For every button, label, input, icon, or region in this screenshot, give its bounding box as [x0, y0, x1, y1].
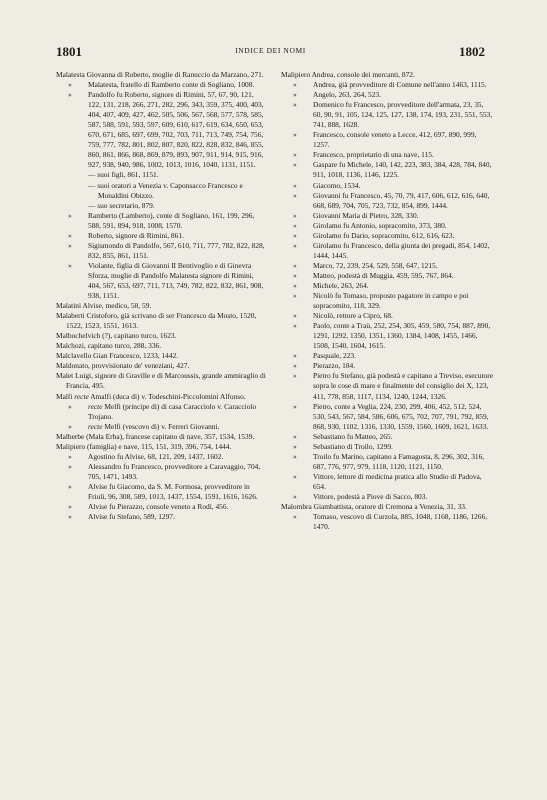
page-number-left: 1801 — [56, 44, 82, 59]
ditto-mark: » — [293, 321, 297, 331]
entry-text: Malchozi, capitano turco, 288, 336. — [56, 341, 162, 351]
index-entry — [281, 241, 493, 261]
ditto-mark: » — [293, 441, 297, 451]
ditto-mark: » — [293, 190, 297, 200]
index-entry — [281, 80, 493, 90]
index-column-left — [56, 70, 268, 522]
index-entry — [281, 512, 493, 532]
running-title: INDICE DEI NOMI — [235, 46, 306, 55]
index-entry — [56, 432, 268, 442]
ditto-mark: » — [68, 461, 72, 471]
entry-text: Roberto, signore di Rimini, 861. — [88, 230, 184, 240]
ditto-mark: » — [293, 270, 297, 280]
ditto-mark: » — [293, 471, 297, 481]
index-entry — [56, 231, 268, 241]
entry-text: Tomaso, vescovo di Curzola, 885, 1048, 1168, 1186, 1266, 1470. — [313, 512, 488, 532]
entry-text: Francesco, console veneto a Lecce, 412, 697, 890, 999, 1257. — [313, 130, 477, 150]
entry-text: Domenico fu Francesco, provveditore dell'armata, 23, 35, 60, 90, 91, 105, 124, 125, 127, 138, 174, 193, 231, 551, 553, 741, 888, 1628. — [313, 100, 493, 130]
index-entry — [281, 221, 493, 231]
entry-text: Gaspare fu Michele, 140, 142, 223, 383, 384, 428, 784, 840, 911, 1018, 1136, 1146, 1225. — [313, 160, 492, 180]
entry-text: Andrea, già provveditore di Comune nell'anno 1463, 1115. — [313, 80, 487, 90]
ditto-mark: » — [293, 451, 297, 461]
ditto-mark: » — [68, 210, 72, 220]
index-entry — [56, 181, 268, 201]
entry-text: Matteo, podestà di Muggia, 459, 595, 767, 864. — [313, 270, 454, 280]
page-number-right: 1802 — [459, 44, 485, 59]
index-entry — [56, 452, 268, 462]
index-entry — [281, 321, 493, 351]
ditto-mark: » — [293, 401, 297, 411]
ditto-mark: » — [293, 180, 297, 190]
ditto-mark: » — [293, 160, 297, 170]
index-entry — [281, 130, 493, 150]
index-entry — [281, 231, 493, 241]
index-entry — [281, 90, 493, 100]
index-entry — [56, 301, 268, 311]
index-entry — [281, 191, 493, 211]
ditto-mark: » — [68, 502, 72, 512]
entry-text: Amalfi (duca di) v. Todeschini-Piccolomini Alfonso. — [88, 391, 246, 401]
entry-text: Malaberti Cristoforo, già scrivano di ser Francesco da Mosto, 1520, 1522, 1523, 1551, 1613. — [56, 311, 257, 331]
index-column-right — [281, 70, 493, 532]
entry-text: Malatesta Giovanna di Roberto, moglie di Ranuccio da Marzano, 271. — [56, 70, 264, 79]
index-entry — [281, 271, 493, 281]
entry-text: Maldonato, provvisionato de' veneziani, 427. — [56, 361, 190, 371]
ditto-mark: » — [293, 210, 297, 220]
entry-text: Melfi (vescovo di) v. Ferreri Giovanni. — [102, 421, 220, 431]
index-entry — [56, 241, 268, 261]
index-entry — [281, 452, 493, 472]
ditto-mark: » — [293, 491, 297, 501]
entry-text: Giacomo, 1534. — [313, 180, 361, 190]
entry-text: Sebastiano fu Matteo, 265. — [313, 431, 393, 441]
entry-text: Violante, figlia di Giovanni II Bentivoglio e di Ginevra Sforza, moglie di Pandolfo Malatesta signore di Rimini, 404, 567, 653, 697, 711, 713, 749, 782, 822, 832, 861, 908, 938, 1151. — [88, 260, 264, 301]
ditto-mark: » — [293, 311, 297, 321]
entry-text: Pietro, conte a Veglia, 224, 230, 299, 406, 452, 512, 524, 530, 543, 567, 584, 586, 606, 675, 702, 707, 791, 792, 859, 868, 930, 1102, 1316, 1330, 1559, 1560, 1609, 1621, 1633. — [313, 401, 489, 431]
entry-text: — suoi figli, 861, 1151. — [88, 170, 159, 180]
index-entry — [281, 361, 493, 371]
entry-text: Alvise fu Giacomo, da S. M. Formosa, provveditore in Friuli, 96, 308, 589, 1013, 1437, 1554, 1591, 1616, 1626. — [88, 481, 258, 501]
index-entry — [56, 201, 268, 211]
ditto-mark: » — [293, 351, 297, 361]
ditto-mark: » — [68, 421, 72, 431]
entry-text: Malombra Giambattista, oratore di Cremona a Venezia, 31, 33. — [281, 502, 467, 512]
entry-text: Malatesta, fratello di Ramberto conte di Sogliano, 1008. — [88, 80, 255, 90]
entry-text: Giovanni fu Francesco, 45, 70, 79, 417, 606, 612, 616, 640, 668, 689, 704, 705, 723, 732, 854, 899, 1444. — [313, 190, 490, 210]
entry-text: Agostino fu Alvise, 68, 121, 209, 1437, 1602. — [88, 451, 224, 461]
index-entry — [56, 361, 268, 371]
index-entry — [56, 392, 268, 402]
entry-text: Vittore, podestà a Piove di Sacco, 803. — [313, 491, 428, 501]
entry-text: Giovanni Maria di Pietro, 328, 330. — [313, 210, 419, 220]
entry-text: Pasquale, 223. — [313, 351, 356, 361]
ditto-mark: » — [293, 512, 297, 522]
index-entry — [281, 100, 493, 130]
index-entry — [56, 80, 268, 90]
index-entry — [281, 351, 493, 361]
index-entry — [56, 402, 268, 422]
ditto-mark: » — [293, 240, 297, 250]
ditto-mark: » — [68, 451, 72, 461]
entry-text: Malet Luigi, signore di Graville e di Marcoussis, grande ammiraglio di Francia, 495. — [56, 371, 266, 391]
index-entry — [281, 281, 493, 291]
entry-text: Girolamo fu Francesco, della giunta dei pregadi, 854, 1402, 1444, 1445. — [313, 240, 490, 260]
index-entry — [56, 512, 268, 522]
entry-text: Malbochelvich (?), capitano turco, 1623. — [56, 331, 177, 341]
entry-text: Sigismondo di Pandolfo, 567, 610, 711, 777, 782, 822, 828, 832, 855, 861, 1151. — [88, 240, 265, 260]
entry-text: Girolamo fu Antonio, sopracomito, 373, 380. — [313, 220, 447, 230]
ditto-mark: » — [293, 80, 297, 90]
index-entry — [56, 371, 268, 391]
index-entry — [56, 170, 268, 180]
ditto-mark: » — [293, 230, 297, 240]
ditto-mark: » — [68, 401, 72, 411]
index-entry — [56, 502, 268, 512]
ditto-mark: » — [68, 230, 72, 240]
index-entry — [281, 402, 493, 432]
entry-text: Nicolò fu Tomaso, proposto pagatore in campo e poi sopracomito, 118, 329. — [313, 291, 469, 311]
ditto-mark: » — [68, 240, 72, 250]
entry-text: Pandolfo fu Roberto, signore di Rimini, 57, 67, 90, 121, 122, 131, 218, 266, 271, 282, 296, 343, 359, 375, 400, 403, 404, 407, 409, 427, 462, 505, 506, 567, 568, 577, 578, 585, 587, 588, 591, 593, 597, 609, 610, 617, 619, 634, 650, 653, 670, 671, 685, 697, 699, 702, 703, 711, 713, 749, 754, 756, 759, 777, 782, 801, 802, 807, 820, 822, 828, 832, 846, 855, 860, 861, 866, 868, 869, 879, 893, 907, 911, 914, 915, 916, 927, 938, 940, 986, 1002, 1013, 1016, 1040, 1131, 1151. — [88, 90, 264, 170]
entry-text: Sebastiano di Troilo, 1299. — [313, 441, 393, 451]
entry-text: — suoi oratori a Venezia v. Caponsacco Francesco e Monaldini Obizzo. — [88, 180, 243, 200]
entry-text: Malherbe (Mala Erba), francese capitano di nave, 357, 1534, 1539. — [56, 431, 255, 441]
index-entry — [281, 261, 493, 271]
entry-text: Angelo, 263, 264, 523. — [313, 90, 381, 100]
index-entry — [56, 211, 268, 231]
index-entry — [56, 442, 268, 452]
ditto-mark: » — [68, 80, 72, 90]
entry-text: Malatini Alvise, medico, 58, 59. — [56, 301, 152, 311]
entry-text: Alessandro fu Francesco, provveditore a Caravaggio, 704, 705, 1471, 1493. — [88, 461, 261, 481]
ditto-mark: » — [68, 512, 72, 522]
index-entry — [281, 311, 493, 321]
index-entry — [281, 160, 493, 180]
ditto-mark: » — [293, 150, 297, 160]
index-entry — [56, 422, 268, 432]
entry-text: Francesco, proprietario di una nave, 115. — [313, 150, 434, 160]
page-header — [56, 44, 485, 58]
ditto-mark: » — [293, 361, 297, 371]
entry-italic-note: recte — [74, 391, 89, 401]
index-entry — [56, 462, 268, 482]
index-entry — [281, 291, 493, 311]
ditto-mark: » — [293, 130, 297, 140]
ditto-mark: » — [293, 260, 297, 270]
entry-text: Ramberto (Lamberto), conte di Sogliano, 161, 199, 296, 588, 591, 894, 918, 1008, 1570. — [88, 210, 255, 230]
entry-text: Vittore, lettore di medicina pratica allo Studio di Padova, 654. — [313, 471, 482, 491]
ditto-mark: » — [68, 481, 72, 491]
index-entry — [281, 150, 493, 160]
entry-text: Marco, 72, 239, 254, 529, 558, 647, 1215. — [313, 260, 438, 270]
index-entry — [281, 432, 493, 442]
ditto-mark: » — [293, 291, 297, 301]
index-entry — [56, 351, 268, 361]
index-entry — [281, 211, 493, 221]
entry-text: Pietro fu Stefano, già podestà e capitano a Treviso, esecutore sopra le cose di mare e finalmente del consiglio dei X, 123, 411, 778, 858, 1117, 1134, 1240, 1244, 1326. — [313, 371, 493, 401]
entry-text: Malipiero (famiglia) e nave, 115, 151, 319, 396, 754, 1444. — [56, 441, 232, 451]
index-entry — [56, 261, 268, 301]
entry-text: Michele, 263, 264. — [313, 280, 369, 290]
entry-text: Girolamo fu Dario, sopracomito, 612, 616, 623. — [313, 230, 455, 240]
ditto-mark: » — [293, 431, 297, 441]
ditto-mark: » — [293, 220, 297, 230]
index-entry — [281, 502, 493, 512]
ditto-mark: » — [293, 371, 297, 381]
entry-text: Pierazzo, 184. — [313, 361, 356, 371]
ditto-mark: » — [293, 90, 297, 100]
index-entry — [56, 482, 268, 502]
entry-text: Melfi (principe di) di casa Caracciolo v. Caracciolo Trojano. — [88, 401, 257, 421]
entry-text: Troilo fu Marino, capitano a Famagosta, 8, 296, 302, 316, 687, 776, 977, 979, 1118, 1120, 1121, 1150. — [313, 451, 485, 471]
entry-text: Alvise fu Stefano, 589, 1297. — [88, 512, 175, 522]
entry-text: Alvise fu Pierazzo, console veneto a Rodi, 456. — [88, 502, 229, 512]
index-entry — [281, 371, 493, 401]
index-entry — [56, 70, 268, 80]
entry-italic-note: recte — [88, 401, 103, 411]
entry-text: Malclavello Gian Francesco, 1233, 1442. — [56, 351, 179, 361]
entry-text: Malipiero Andrea, console dei mercanti, 872. — [281, 70, 415, 79]
ditto-mark: » — [293, 280, 297, 290]
index-entry — [56, 311, 268, 331]
entry-text: — suo secretario, 879. — [88, 200, 155, 210]
index-entry — [281, 492, 493, 502]
ditto-mark: » — [68, 90, 72, 100]
index-entry — [56, 90, 268, 170]
ditto-mark: » — [293, 100, 297, 110]
entry-text: Nicolò, rettore a Cipro, 68. — [313, 311, 393, 321]
index-entry — [281, 442, 493, 452]
entry-italic-note: recte — [88, 421, 103, 431]
index-entry — [56, 331, 268, 341]
index-entry — [281, 70, 493, 80]
entry-text: Paolo, conte a Traù, 252, 254, 305, 459, 580, 754, 887, 890, 1291, 1292, 1350, 1351, 1360, 1384, 1408, 1455, 1466, 1508, 1540, 1604, 1615. — [313, 321, 491, 351]
ditto-mark: » — [68, 260, 72, 270]
index-entry — [281, 472, 493, 492]
index-entry — [56, 341, 268, 351]
index-entry — [281, 181, 493, 191]
entry-prefix: Malfi — [56, 391, 75, 401]
